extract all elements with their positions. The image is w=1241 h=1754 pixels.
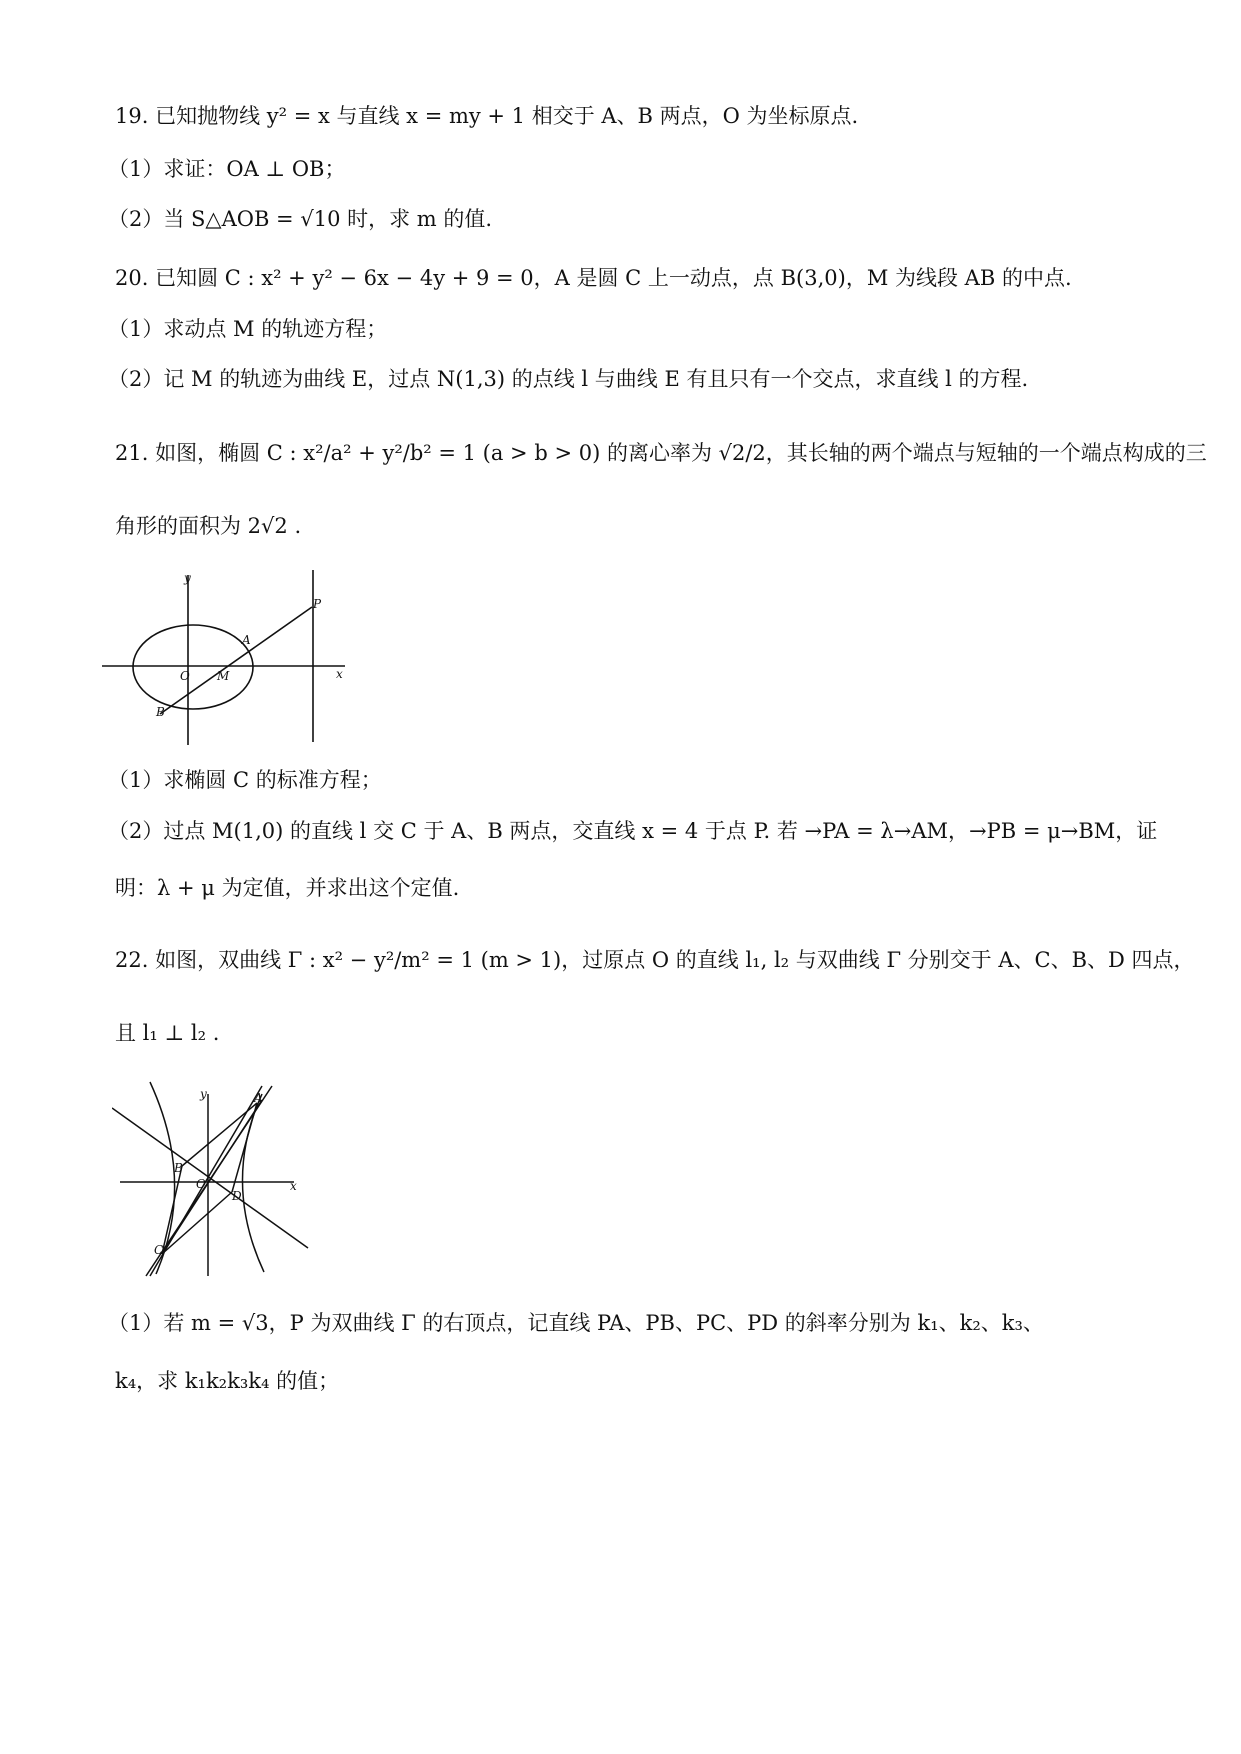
q21-part1: （1）求椭圆 C 的标准方程； — [108, 768, 382, 792]
label-p: P — [313, 597, 322, 611]
ellipse-c — [133, 625, 253, 709]
hyperbola-figure — [112, 1078, 322, 1278]
line-l1 — [162, 1100, 262, 1254]
line-l2 — [112, 1108, 308, 1248]
segment-ab — [182, 1103, 257, 1166]
label-b: B — [174, 1161, 183, 1175]
label-a: A — [242, 633, 251, 647]
line-l — [160, 607, 312, 714]
segment-bc — [162, 1166, 182, 1254]
label-d: D — [232, 1189, 242, 1203]
label-x: x — [290, 1179, 297, 1193]
label-o: O — [180, 669, 190, 683]
q22-stem: 22. 如图，双曲线 Γ : x² − y²/m² = 1 (m > 1)，过原点 O 的直线 l₁, l₂ 与双曲线 Γ 分别交于 A、C、B、D 四点， — [115, 948, 1195, 972]
q20-part2: （2）记 M 的轨迹为曲线 E，过点 N(1,3) 的点线 l 与曲线 E 有且只有一个交点，求直线 l 的方程. — [108, 367, 1029, 391]
q22-part1: （1）若 m = √3，P 为双曲线 Γ 的右顶点，记直线 PA、PB、PC、PD 的斜率分别为 k₁、k₂、k₃、 — [108, 1311, 1044, 1335]
q19-stem: 19. 已知抛物线 y² = x 与直线 x = my + 1 相交于 A、B 两点，O 为坐标原点. — [115, 104, 859, 128]
q20-stem: 20. 已知圆 C : x² + y² − 6x − 4y + 9 = 0，A 是圆 C 上一动点，点 B(3,0)，M 为线段 AB 的中点. — [115, 266, 1072, 290]
q21-stem: 21. 如图，椭圆 C : x²/a² + y²/b² = 1 (a > b > 0) 的离心率为 √2/2，其长轴的两个端点与短轴的一个端点构成的三 — [115, 441, 1207, 465]
q22-part1-cont: k₄，求 k₁k₂k₃k₄ 的值； — [115, 1369, 340, 1393]
q20-part1: （1）求动点 M 的轨迹方程； — [108, 317, 388, 341]
q19-part2: （2）当 S△AOB = √10 时，求 m 的值. — [108, 207, 493, 231]
q22-stem-cont: 且 l₁ ⊥ l₂ . — [115, 1021, 220, 1045]
label-y: y — [184, 571, 191, 585]
q21-stem-cont: 角形的面积为 2√2 . — [115, 514, 302, 538]
ellipse-figure — [100, 570, 360, 760]
label-a: A — [254, 1091, 263, 1105]
label-x: x — [336, 667, 343, 681]
label-y: y — [200, 1087, 207, 1101]
label-c: C — [154, 1243, 164, 1257]
hyperbola-right-branch — [242, 1094, 264, 1272]
label-o: O — [196, 1177, 206, 1191]
label-m: M — [217, 669, 230, 683]
q21-part2-cont: 明：λ + μ 为定值，并求出这个定值. — [115, 876, 460, 900]
q19-part1: （1）求证：OA ⊥ OB； — [108, 157, 346, 181]
q21-part2: （2）过点 M(1,0) 的直线 l 交 C 于 A、B 两点，交直线 x = 4 于点 P. 若 →PA = λ→AM，→PB = μ→BM，证 — [108, 819, 1158, 843]
label-b: B — [156, 705, 165, 719]
